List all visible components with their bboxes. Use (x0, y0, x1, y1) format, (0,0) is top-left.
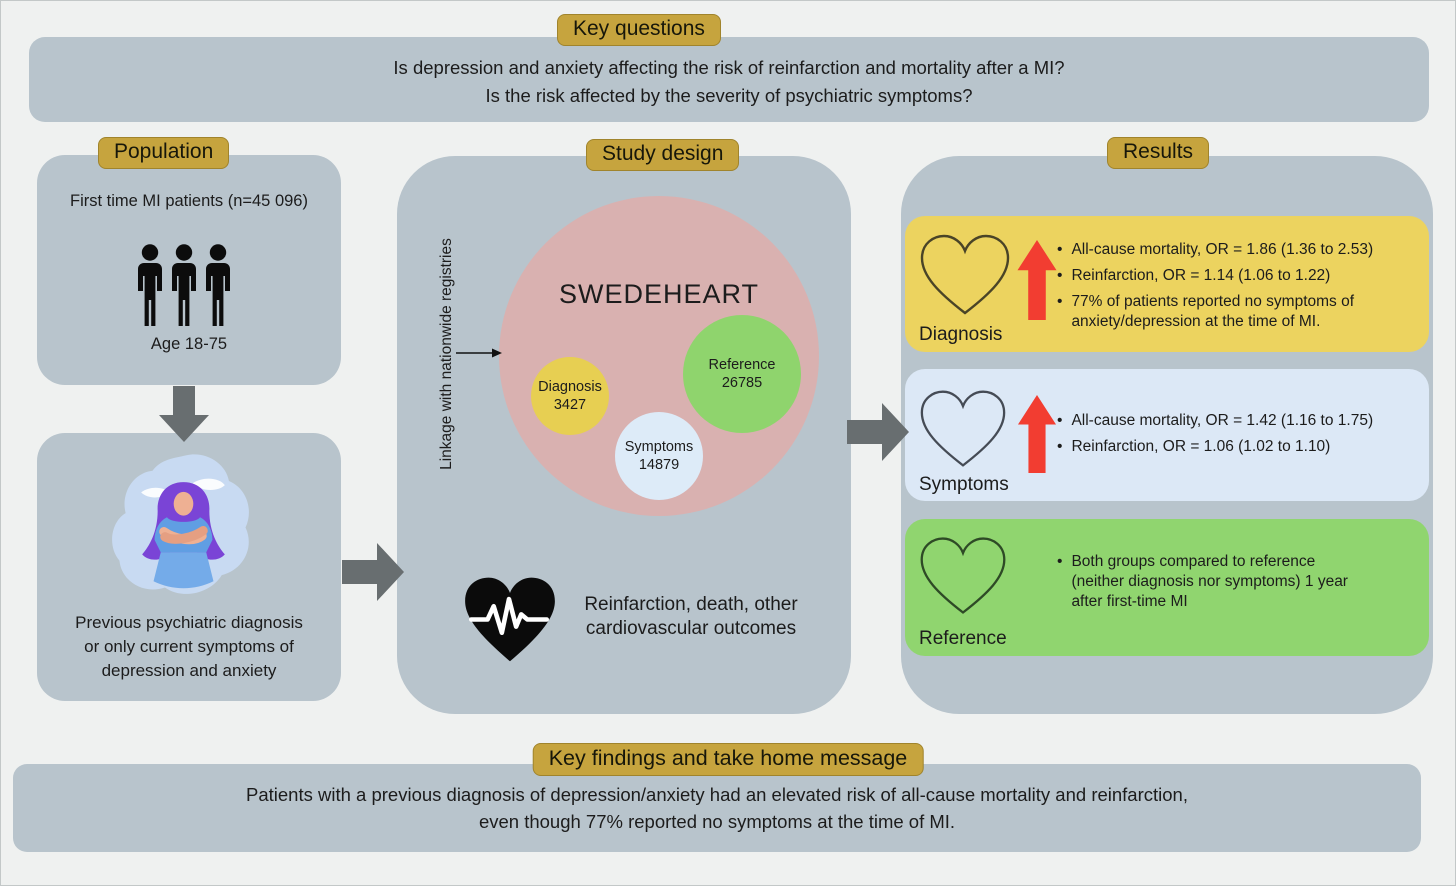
linkage-label: Linkage with nationwide registries (438, 238, 455, 470)
linkage-arrow-icon (456, 346, 502, 360)
symptoms-group-name: Symptoms (624, 438, 694, 455)
reference-group-n: 26785 (721, 375, 763, 391)
diagnosis-bullet-list (1057, 240, 1407, 333)
bullet-marker: • (1057, 553, 1063, 570)
bullet-item (1057, 411, 1409, 431)
reference-result-card (905, 519, 1429, 656)
bullet-item (1057, 552, 1365, 612)
up-arrow-icon (1017, 240, 1057, 320)
population-patients-text: First time MI patients (n=45 096) (70, 192, 308, 210)
diagnosis-group-name: Diagnosis (538, 378, 602, 395)
down-arrow-icon (159, 386, 209, 442)
right-arrow-icon (847, 401, 909, 463)
population-badge: Population (98, 137, 229, 169)
reference-card-label: Reference (919, 628, 1007, 649)
key-findings-badge: Key findings and take home message (533, 743, 924, 776)
symptoms-card-label: Symptoms (919, 474, 1009, 495)
outcomes-text (563, 593, 819, 641)
bullet-text: Reinfarction, OR = 1.06 (1.02 to 1.10) (1071, 438, 1331, 456)
bullet-item (1057, 266, 1407, 286)
bullet-text: Both groups compared to reference (neither diagnosis nor symptoms) 1 year after first-time MI (1071, 553, 1348, 611)
diagnosis-card-label: Diagnosis (919, 324, 1003, 345)
diagnosis-result-card (905, 216, 1429, 352)
bullet-marker: • (1057, 267, 1063, 285)
bullet-marker: • (1057, 241, 1063, 258)
bullet-text: Reinfarction, OR = 1.14 (1.06 to 1.22) (1071, 267, 1331, 285)
criteria-line1: Previous psychiatric diagnosis (75, 613, 303, 632)
key-findings-line2: even though 77% reported no symptoms at the time of MI. (478, 811, 956, 832)
bullet-text: All-cause mortality, OR = 1.86 (1.36 to 2.53) (1071, 241, 1374, 258)
up-arrow-icon (1017, 395, 1057, 473)
sad-person-illustration (106, 449, 261, 604)
diagnosis-group-n: 3427 (553, 397, 587, 413)
key-findings-box (13, 764, 1421, 852)
heart-ecg-icon (459, 569, 561, 671)
heart-outline-icon (915, 385, 1011, 473)
reference-bullet-list (1057, 552, 1365, 612)
bullet-marker: • (1057, 293, 1063, 311)
outcomes-line1: Reinfarction, death, other (584, 594, 798, 615)
reference-group-circle (683, 315, 801, 433)
symptoms-result-card (905, 369, 1429, 501)
key-question-line1: Is depression and anxiety affecting the risk of reinfarction and mortality after a MI? (393, 57, 1065, 78)
key-questions-box (29, 37, 1429, 122)
key-question-line2: Is the risk affected by the severity of psychiatric symptoms? (485, 85, 973, 106)
people-icon (136, 244, 232, 328)
symptoms-group-n: 14879 (638, 457, 680, 473)
reference-group-name: Reference (708, 356, 776, 373)
bullet-item (1057, 292, 1407, 332)
diagnosis-group-circle (531, 357, 609, 435)
registry-name: SWEDEHEART (558, 279, 760, 309)
outcomes-line2: cardiovascular outcomes (585, 617, 797, 639)
symptoms-group-circle (615, 412, 703, 500)
bullet-text: 77% of patients reported no symptoms of anxiety/depression at the time of MI. (1071, 293, 1355, 331)
criteria-line2: or only current symptoms of (84, 637, 294, 656)
results-badge: Results (1107, 137, 1209, 169)
right-arrow-icon (342, 541, 404, 603)
heart-outline-icon (915, 227, 1015, 323)
bullet-text: All-cause mortality, OR = 1.42 (1.16 to 1.75) (1071, 412, 1374, 429)
bullet-item (1057, 240, 1407, 260)
key-questions-badge: Key questions (557, 14, 721, 46)
key-findings-line1: Patients with a previous diagnosis of depression/anxiety had an elevated risk of all-cause mortality and reinfarction, (246, 784, 1188, 805)
bullet-marker: • (1057, 412, 1063, 429)
symptoms-bullet-list (1057, 411, 1409, 457)
bullet-marker: • (1057, 438, 1063, 456)
criteria-line3: depression and anxiety (101, 661, 277, 680)
population-criteria-text (37, 611, 341, 683)
study-design-badge: Study design (586, 139, 739, 171)
heart-outline-icon (915, 531, 1011, 621)
bullet-item (1057, 437, 1409, 457)
population-age-text: Age 18-75 (150, 335, 228, 353)
